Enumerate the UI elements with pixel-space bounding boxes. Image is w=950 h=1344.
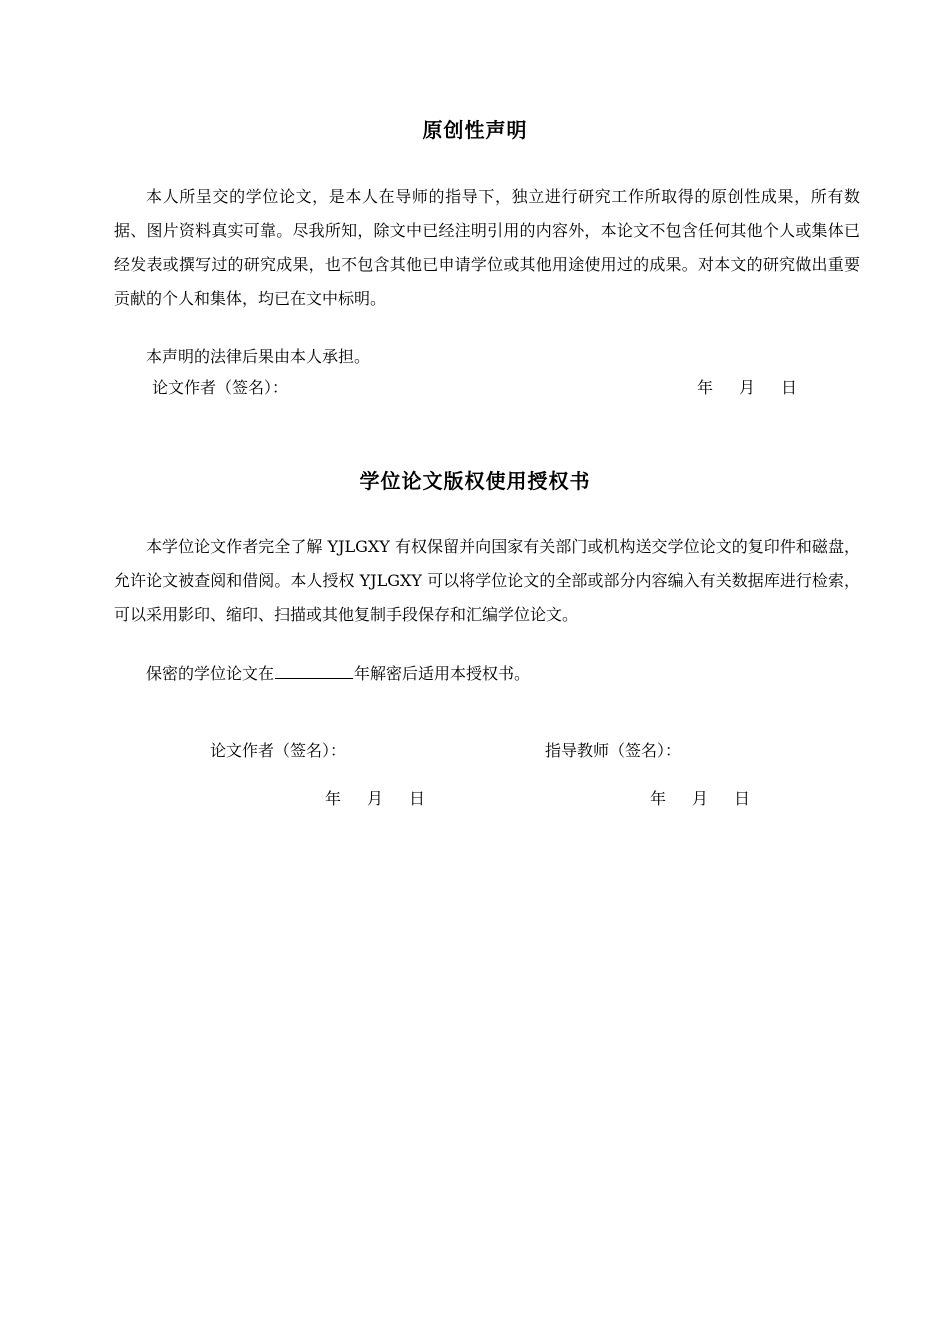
originality-paragraph-2: 本声明的法律后果由本人承担。 bbox=[146, 347, 371, 366]
authorization-paragraph-2 bbox=[114, 657, 860, 691]
originality-title: 原创性声明 bbox=[422, 118, 528, 142]
advisor-signature-label: 指导教师（签名）： bbox=[545, 741, 682, 760]
confidential-years-blank bbox=[275, 662, 353, 679]
author-date bbox=[325, 788, 425, 810]
authorization-title: 学位论文版权使用授权书 bbox=[359, 469, 591, 493]
originality-paragraph-1: 本人所呈交的学位论文，是本人在导师的指导下，独立进行研究工作所取得的原创性成果，所有数据、图片资料真实可靠。尽我所知，除文中已经注明引用的内容外，本论文不包含任何其他个人或集体已经发表或撰写过的研究成果，也不包含其他已申请学位或其他用途使用过的成果。对本文的研究做出重要贡献的个人和集体，均已在文中标明。 bbox=[114, 187, 860, 308]
date-day: 日 bbox=[409, 789, 426, 808]
date-month: 月 bbox=[739, 378, 756, 397]
date-month: 月 bbox=[367, 789, 384, 808]
date-year: 年 bbox=[697, 378, 714, 397]
authorization-paragraph-1: 本学位论文作者完全了解 YJLGXY 有权保留并向国家有关部门或机构送交学位论文的复印件和磁盘，允许论文被查阅和借阅。本人授权 YJLGXY 可以将学位论文的全部或部分内容编入有关数据库进行检索，可以采用影印、缩印、扫描或其他复制手段保存和汇编学位论文。 bbox=[114, 537, 860, 624]
date-day: 日 bbox=[734, 789, 751, 808]
confidential-prefix: 保密的学位论文在 bbox=[146, 664, 275, 683]
author-signature-label: 论文作者（签名）： bbox=[210, 741, 347, 760]
originality-date bbox=[697, 377, 797, 399]
advisor-date bbox=[650, 788, 750, 810]
date-month: 月 bbox=[692, 789, 709, 808]
date-year: 年 bbox=[325, 789, 342, 808]
date-day: 日 bbox=[781, 378, 798, 397]
date-year: 年 bbox=[650, 789, 667, 808]
confidential-suffix: 年解密后适用本授权书。 bbox=[354, 664, 531, 683]
originality-signature-label: 论文作者（签名）： bbox=[152, 378, 289, 397]
